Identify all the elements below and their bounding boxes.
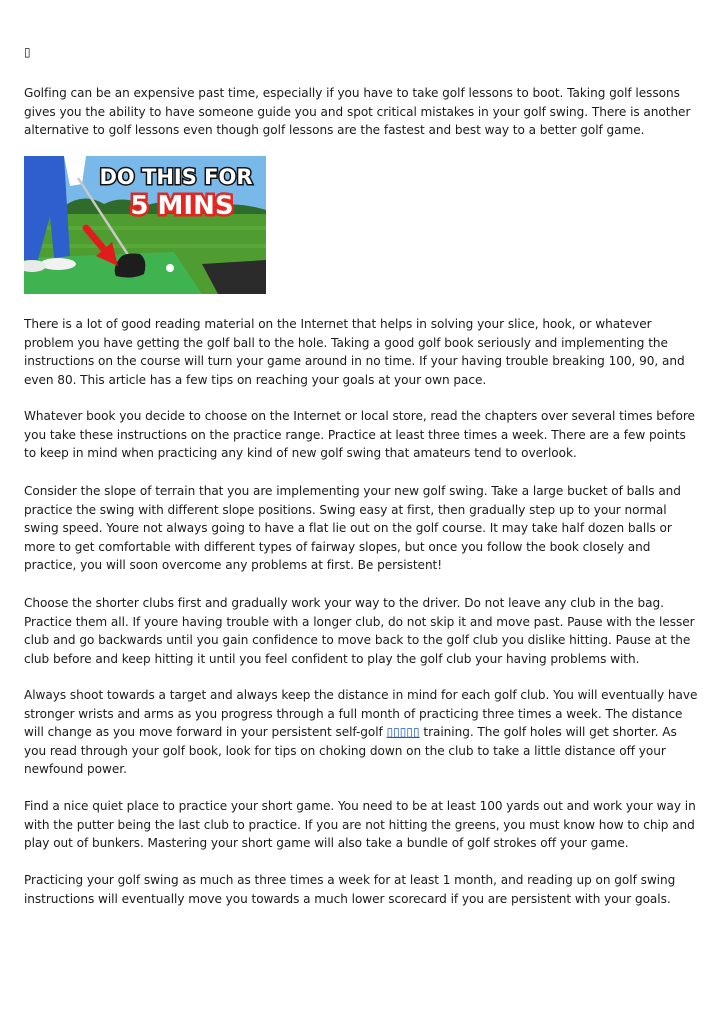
paragraph-shorter-clubs: Choose the shorter clubs first and gradually work your way to the driver. Do not leave any club in the bag. Practice them all. If youre having trouble with a longer club, do not skip it and move past. Pause with the lesser club and go backwards until you gain confidence to move back to the golf club you dislike hitting. Pause at the club before and keep hitting it until you feel confident to play the golf club your having problems with. bbox=[24, 596, 695, 666]
paragraph-intro: Golfing can be an expensive past time, especially if you have to take golf lessons to boot. Taking golf lessons gives you the ability to have someone guide you and spot critical mistakes in your golf swing. There is another alternative to golf lessons even though golf lessons are the fastest and best way to a better golf game. bbox=[24, 86, 691, 138]
paragraph-choose-book: Whatever book you decide to choose on the Internet or local store, read the chapters over several times before you take these instructions on the practice range. Practice at least three times a week. There are a few points to keep in mind when practicing any kind of new golf swing that amateurs tend to overlook. bbox=[24, 409, 695, 461]
golf-thumbnail-illustration bbox=[24, 156, 266, 294]
paragraph-reading-material: There is a lot of good reading material on the Internet that helps in solving your slice, hook, or whatever problem you have getting the golf ball to the hole. Taking a good golf book seriously and implementing the instructions on the course will turn your game around in no time. If your having trouble breaking 100, 90, and even 80. This article has a few tips on reaching your goals at your own pace. bbox=[24, 317, 685, 387]
thumbnail-title-line1: DO THIS FOR bbox=[99, 165, 253, 189]
placeholder-glyph: ▯ bbox=[24, 45, 31, 59]
paragraph-slope-terrain: Consider the slope of terrain that you are implementing your new golf swing. Take a large bucket of balls and practice the swing with different slope positions. Swing easy at first, then gradually step up to your normal swing speed. Youre not always going to have a flat lie out on the golf course. It may take half dozen balls or more to get comfortable with different types of fairway slopes, but once you follow the book closely and practice, you will soon overcome any problems at first. Be persistent! bbox=[24, 484, 681, 573]
paragraph-conclusion: Practicing your golf swing as much as three times a week for at least 1 month, and reading up on golf swing instructions will eventually move you towards a much lower scorecard if you are persistent with your goals. bbox=[24, 873, 676, 906]
paragraph-target-distance bbox=[24, 686, 700, 779]
paragraph-short-game: Find a nice quiet place to practice your short game. You need to be at least 100 yards out and work your way in with the putter being the last club to practice. If you are not hitting the greens, you must know how to chip and play out of bunkers. Mastering your short game will also take a bundle of golf strokes off your game. bbox=[24, 799, 696, 851]
golfer-shoe-right bbox=[40, 258, 76, 270]
inline-article-link[interactable]: ▯▯▯▯▯ bbox=[386, 725, 420, 740]
thumbnail-title-line2: 5 MINS bbox=[130, 191, 234, 221]
golf-ball bbox=[166, 264, 174, 272]
golf-thumbnail-image bbox=[24, 156, 266, 294]
paragraph-target-distance-before: Always shoot towards a target and always keep the distance in mind for each golf club. You will eventually have stronger wrists and arms as you progress through a full month of practicing three times a week. The distance will change as you move forward in your persistent self-golf bbox=[24, 688, 698, 740]
paragraph-target-distance-after: training. The golf holes will get shorter. As you read through your golf book, look for tips on choking down on the club to take a little distance off your newfound power. bbox=[24, 725, 677, 777]
